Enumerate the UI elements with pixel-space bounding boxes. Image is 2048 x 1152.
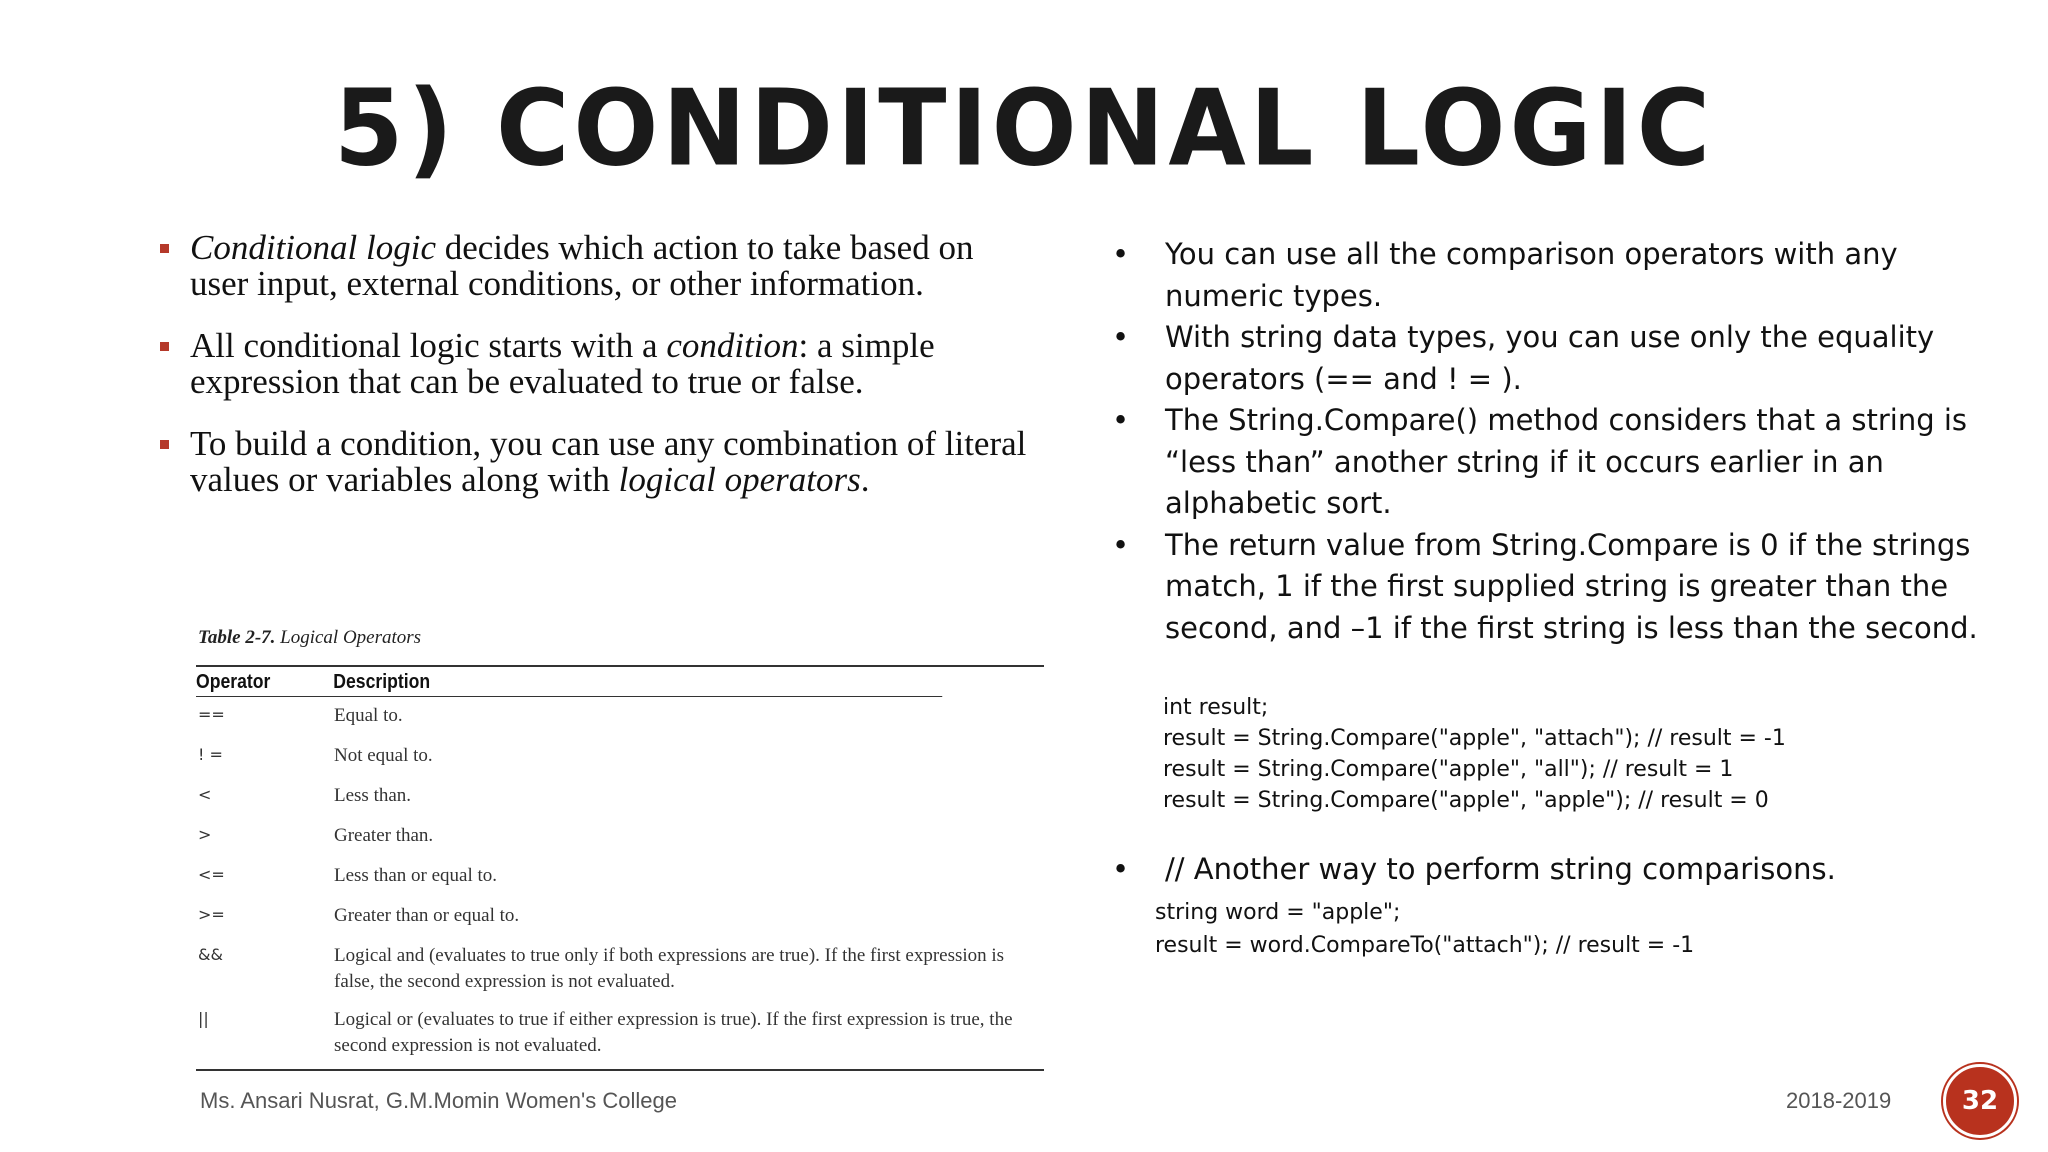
code-line: string word = "apple"; <box>1155 900 1401 925</box>
description-cell: Equal to. <box>334 705 403 726</box>
bullet-text-post: . <box>860 460 870 499</box>
table-caption-number: Table 2-7. <box>198 627 276 648</box>
table-row <box>196 697 1044 737</box>
operator-cell: >= <box>198 905 225 924</box>
description-cell: Less than. <box>334 785 412 806</box>
description-cell: Greater than. <box>334 825 434 846</box>
table-rule-bottom <box>196 1069 1044 1071</box>
code-line: result = String.Compare("apple", "all"); // result = 1 <box>1163 757 1734 782</box>
slide-title: 5) CONDITIONAL LOGIC <box>333 67 1715 190</box>
operator-cell: && <box>198 945 223 964</box>
right-bullet-4 <box>1112 525 1992 650</box>
code-example-compare <box>1163 692 1786 816</box>
description-cell: Greater than or equal to. <box>334 905 520 926</box>
operator-cell: ! = <box>198 745 223 764</box>
round-bullet-icon: • <box>1112 320 1130 354</box>
bullet-text-post: : a simple expression that can be evaluated to true or false. <box>190 326 935 401</box>
code-line: int result; <box>1163 695 1269 720</box>
logical-operators-table <box>196 627 1044 1071</box>
bullet-text: The String.Compare() method considers that a string is “less than” another string if it occurs earlier in an alphabetic sort. <box>1165 403 1967 520</box>
code-line: result = word.CompareTo("attach"); // result = -1 <box>1155 933 1695 958</box>
square-bullet-icon <box>160 342 169 351</box>
table-row <box>196 1003 1044 1065</box>
operator-cell: == <box>198 705 225 724</box>
round-bullet-icon: • <box>1112 237 1130 271</box>
description-cell: Not equal to. <box>334 745 433 766</box>
table-caption <box>196 627 1044 649</box>
right-bullet-list <box>1112 234 1992 649</box>
table-caption-title: Logical Operators <box>280 627 422 648</box>
square-bullet-icon <box>160 244 169 253</box>
table-row <box>196 937 1044 1003</box>
table-row <box>196 817 1044 857</box>
right-bullet-1 <box>1112 234 1992 317</box>
bullet-text: decides which action to take based on user input, external conditions, or other information. <box>190 228 974 303</box>
table-row <box>196 737 1044 777</box>
operator-cell: || <box>198 1009 209 1028</box>
comment-bullet <box>1112 849 1836 891</box>
bullet-text: // Another way to perform string comparisons. <box>1165 852 1836 886</box>
round-bullet-icon: • <box>1112 852 1130 886</box>
left-bullet-list <box>160 230 1040 524</box>
code-example-compareto <box>1155 896 1694 962</box>
left-bullet-1 <box>160 230 1040 302</box>
bullet-text: The return value from String.Compare is 0 if the strings match, 1 if the first supplied string is greater than the second, and –1 if the first string is less than the second. <box>1165 527 1978 645</box>
bullet-italic: condition <box>666 326 799 365</box>
operator-cell: < <box>198 785 212 804</box>
bullet-text: You can use all the comparison operators with any numeric types. <box>1165 237 1898 313</box>
code-line: result = String.Compare("apple", "apple"); // result = 0 <box>1163 788 1769 813</box>
table-row <box>196 897 1044 937</box>
code-line: result = String.Compare("apple", "attach"); // result = -1 <box>1163 726 1786 751</box>
header-description: Description <box>333 671 431 693</box>
footer-author: Ms. Ansari Nusrat, G.M.Momin Women's College <box>200 1088 677 1113</box>
description-cell: Less than or equal to. <box>334 865 498 886</box>
page-number-badge: 32 <box>1943 1064 2017 1138</box>
right-bullet-2 <box>1112 317 1992 400</box>
square-bullet-icon <box>160 440 169 449</box>
left-bullet-2 <box>160 328 1040 400</box>
description-cell: Logical or (evaluates to true if either expression is true). If the first expression is true, the second expression is not evaluated. <box>334 1009 1013 1056</box>
bullet-italic-lead: Conditional logic <box>190 228 436 267</box>
table-row <box>196 777 1044 817</box>
bullet-text: With string data types, you can use only the equality operators (== and ! = ). <box>1165 320 1935 396</box>
right-bullet-3 <box>1112 400 1992 525</box>
table-header-row <box>196 667 942 697</box>
table-row <box>196 857 1044 897</box>
round-bullet-icon: • <box>1112 403 1130 437</box>
round-bullet-icon: • <box>1112 527 1130 562</box>
operator-cell: > <box>198 825 212 844</box>
operator-cell: <= <box>198 865 225 884</box>
description-cell: Logical and (evaluates to true only if both expressions are true). If the first expression is false, the second expression is not evaluated. <box>334 945 1005 992</box>
bullet-italic: logical operators <box>618 460 861 499</box>
footer-year: 2018-2019 <box>1786 1088 1892 1113</box>
bullet-text-pre: All conditional logic starts with a <box>190 326 667 365</box>
bullet-text-pre: To build a condition, you can use any combination of literal values or variables along with <box>190 424 1027 499</box>
header-operator: Operator <box>196 671 271 693</box>
left-bullet-3 <box>160 426 1040 498</box>
